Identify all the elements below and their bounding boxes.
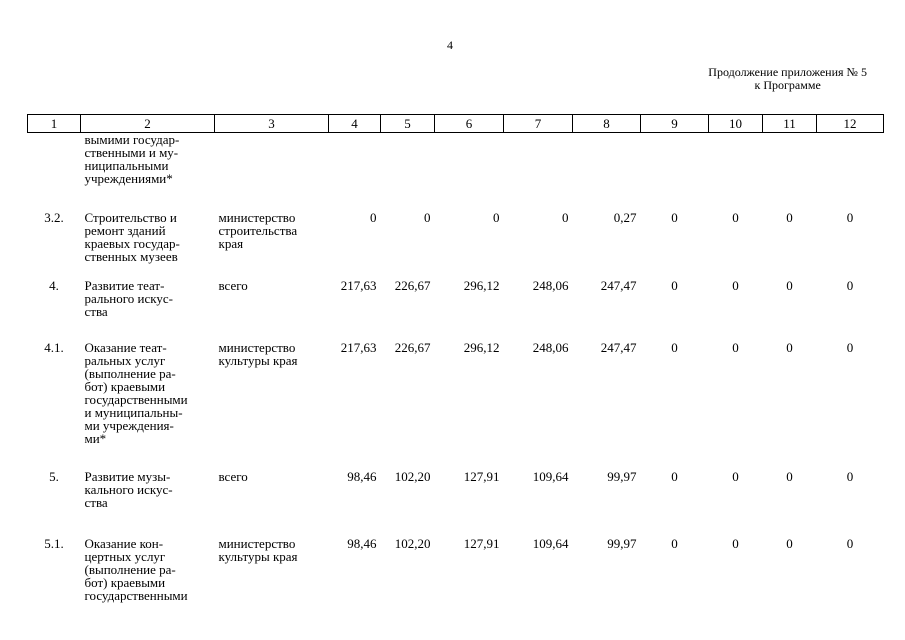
row-value: 0: [732, 277, 739, 293]
row-value: 0: [786, 535, 793, 551]
header-cell: 9: [641, 115, 709, 133]
row-value: 0: [424, 209, 431, 225]
row-value: 127,91: [463, 535, 500, 551]
row-value: 0: [732, 468, 739, 484]
header-cell: 10: [709, 115, 763, 133]
header-cell: 12: [817, 115, 884, 133]
row-name: Строительство и ремонт зданий краевых государ- ственных музеев: [84, 209, 180, 264]
row-number: 4.1.: [44, 339, 64, 355]
row-executor: министерство строительства края: [218, 209, 298, 251]
table-row: [28, 271, 884, 333]
row-value: 0: [671, 468, 678, 484]
row-name: вымими государ- ственными и му- ниципальными учреждениями*: [84, 132, 180, 186]
row-value: 0: [846, 535, 854, 551]
row-value: 0: [786, 209, 793, 225]
row-value: 99,97: [607, 468, 637, 484]
header-cell: 8: [573, 115, 641, 133]
table-row: [28, 462, 884, 529]
row-value: [435, 133, 504, 203]
row-value: 0: [786, 339, 793, 355]
header-cell: 6: [435, 115, 504, 133]
table-row: [28, 133, 884, 203]
row-value: 0: [671, 277, 678, 293]
header-cell: 1: [28, 115, 81, 133]
table-row: [28, 203, 884, 271]
row-value: 0: [846, 339, 854, 355]
row-value: 98,46: [347, 468, 377, 484]
header-cell: 3: [215, 115, 329, 133]
row-value: 0: [732, 339, 739, 355]
row-value: 0: [493, 209, 500, 225]
row-value: [329, 133, 381, 203]
row-value: 217,63: [340, 277, 377, 293]
row-value: [763, 133, 817, 203]
appendix-line-2: к Программе: [754, 78, 821, 92]
row-value: 247,47: [600, 277, 637, 293]
row-value: 0: [671, 339, 678, 355]
table-row: [28, 333, 884, 462]
row-number: [28, 133, 81, 203]
row-value: 99,97: [607, 535, 637, 551]
row-value: 109,64: [532, 468, 569, 484]
row-value: [709, 133, 763, 203]
row-number: 5.1.: [44, 535, 64, 551]
header-cell: 5: [381, 115, 435, 133]
header-cell: 4: [329, 115, 381, 133]
row-value: 226,67: [394, 277, 431, 293]
budget-table: [27, 114, 884, 602]
row-value: 0: [562, 209, 569, 225]
row-value: 102,20: [394, 535, 431, 551]
row-value: [817, 133, 884, 203]
row-value: 0: [732, 535, 739, 551]
row-value: 248,06: [532, 339, 569, 355]
row-value: 0: [786, 468, 793, 484]
row-executor: [215, 133, 329, 203]
row-value: 217,63: [340, 339, 377, 355]
row-value: 0: [786, 277, 793, 293]
row-value: 0,27: [613, 209, 637, 225]
row-value: 0: [732, 209, 739, 225]
row-number: 3.2.: [44, 209, 64, 225]
header-cell: 7: [504, 115, 573, 133]
row-number: 4.: [49, 277, 59, 293]
row-name: Оказание теат- ральных услуг (выполнение ра- бот) краевыми государственными и муниципальны- ми учреждения- ми*: [84, 339, 188, 446]
row-value: 102,20: [394, 468, 431, 484]
row-value: 0: [671, 209, 678, 225]
row-value: [381, 133, 435, 203]
appendix-note: [708, 66, 867, 92]
row-number: 5.: [49, 468, 59, 484]
row-value: [504, 133, 573, 203]
row-value: [641, 133, 709, 203]
header-row: [28, 115, 884, 133]
row-value: 109,64: [532, 535, 569, 551]
row-value: 247,47: [600, 339, 637, 355]
table-row: [28, 529, 884, 602]
row-value: [573, 133, 641, 203]
row-value: 0: [671, 535, 678, 551]
row-name: Оказание кон- цертных услуг (выполнение ра- бот) краевыми государственными: [84, 535, 188, 603]
row-executor: министерство культуры края: [218, 535, 298, 564]
row-value: 226,67: [394, 339, 431, 355]
row-value: 98,46: [347, 535, 377, 551]
row-name: Развитие музы- кального искус- ства: [84, 468, 173, 510]
row-executor: всего: [218, 468, 248, 484]
row-value: 296,12: [463, 277, 500, 293]
row-value: 296,12: [463, 339, 500, 355]
row-value: 0: [846, 468, 854, 484]
appendix-line-1: Продолжение приложения № 5: [708, 65, 867, 79]
row-executor: министерство культуры края: [218, 339, 298, 368]
header-cell: 2: [81, 115, 215, 133]
row-value: 127,91: [463, 468, 500, 484]
row-name: Развитие теат- рального искус- ства: [84, 277, 173, 319]
row-value: 0: [370, 209, 377, 225]
page-number: 4: [447, 38, 453, 52]
row-value: 0: [846, 209, 854, 225]
header-cell: 11: [763, 115, 817, 133]
row-executor: всего: [218, 277, 248, 293]
row-value: 0: [846, 277, 854, 293]
row-value: 248,06: [532, 277, 569, 293]
